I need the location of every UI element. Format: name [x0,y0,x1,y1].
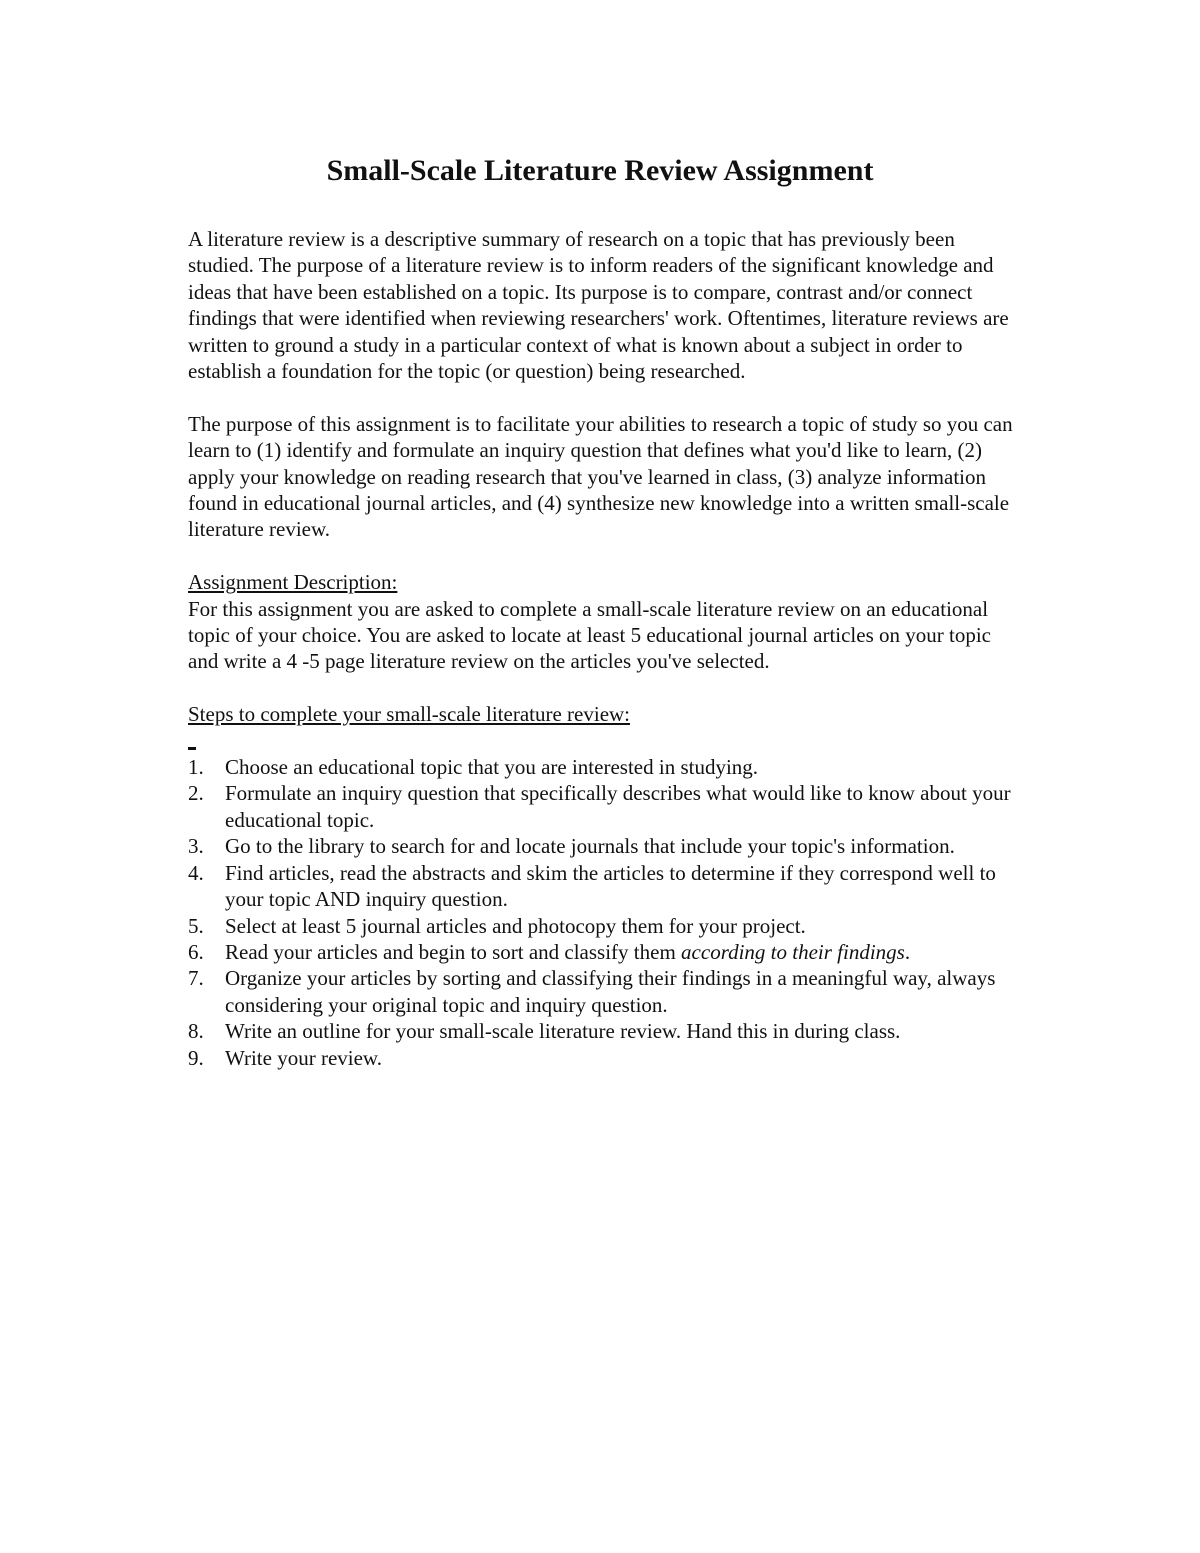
step-text: Choose an educational topic that you are interested in studying. [225,755,759,780]
steps-list [188,754,1018,1071]
step-number: 8. [188,1019,204,1044]
step-text: Write an outline for your small-scale literature review. Hand this in during class. [225,1019,901,1044]
step-text: Write your review. [225,1045,382,1070]
list-item [188,939,1018,965]
step-text: Formulate an inquiry question that specifically describes what would like to know about your educational topic. [225,781,1011,832]
step-text: Go to the library to search for and locate journals that include your topic's information. [225,834,955,859]
list-item [188,833,1018,859]
dash-mark [188,728,1018,754]
steps-heading: Steps to complete your small-scale literature review: [188,702,631,727]
step-text: Find articles, read the abstracts and skim the articles to determine if they correspond well to your topic AND inquiry question. [225,860,996,912]
step-number: 7. [188,966,204,991]
list-item [188,860,1018,913]
assignment-description-heading: Assignment Description: [188,570,398,595]
intro-paragraph: A literature review is a descriptive summary of research on a topic that has previously been studied. The purpose of a literature review is to inform readers of the significant knowledge and ideas that have been established on a topic. Its purpose is to compare, contrast and/or connect findings that were identified when reviewing researchers' work. Oftentimes, literature reviews are written to ground a study in a particular context of what is known about a subject in order to establish a foundation for the topic (or question) being researched. [188,227,1009,384]
assignment-description-paragraph: For this assignment you are asked to complete a small-scale literature review on an educational topic of your choice. You are asked to locate at least 5 educational journal articles on your topic and write a 4 -5 page literature review on the articles you've selected. [188,596,991,674]
step-text [225,940,910,964]
step-number: 3. [188,834,204,859]
step-text: Select at least 5 journal articles and photocopy them for your project. [225,913,806,938]
step-number: 2. [188,781,204,806]
list-item [188,780,1018,833]
step-text-lead: Read your articles and begin to sort and classify them [225,939,682,964]
list-item [188,913,1018,939]
purpose-paragraph: The purpose of this assignment is to facilitate your abilities to research a topic of study so you can learn to (1) identify and formulate an inquiry question that defines what you'd like to learn, (2) apply your knowledge on reading research that you've learned in class, (3) analyze information found in educational journal articles, and (4) synthesize new knowledge into a written small-scale literature review. [188,411,1013,542]
list-item [188,754,1018,780]
list-item [188,1045,1018,1071]
list-item [188,1018,1018,1044]
step-text-suffix: . [904,939,911,964]
step-text-emphasis: according to their findings [681,939,905,964]
page-title: Small-Scale Literature Review Assignment [326,154,874,187]
step-number: 4. [188,860,204,885]
step-number: 5. [188,913,204,938]
step-number: 9. [188,1045,204,1070]
step-number: 1. [188,755,204,780]
document-body [188,226,1018,1071]
step-number: 6. [188,939,204,964]
step-text: Organize your articles by sorting and classifying their findings in a meaningful way, always considering your original topic and inquiry question. [225,966,996,1017]
list-item [188,965,1018,1018]
